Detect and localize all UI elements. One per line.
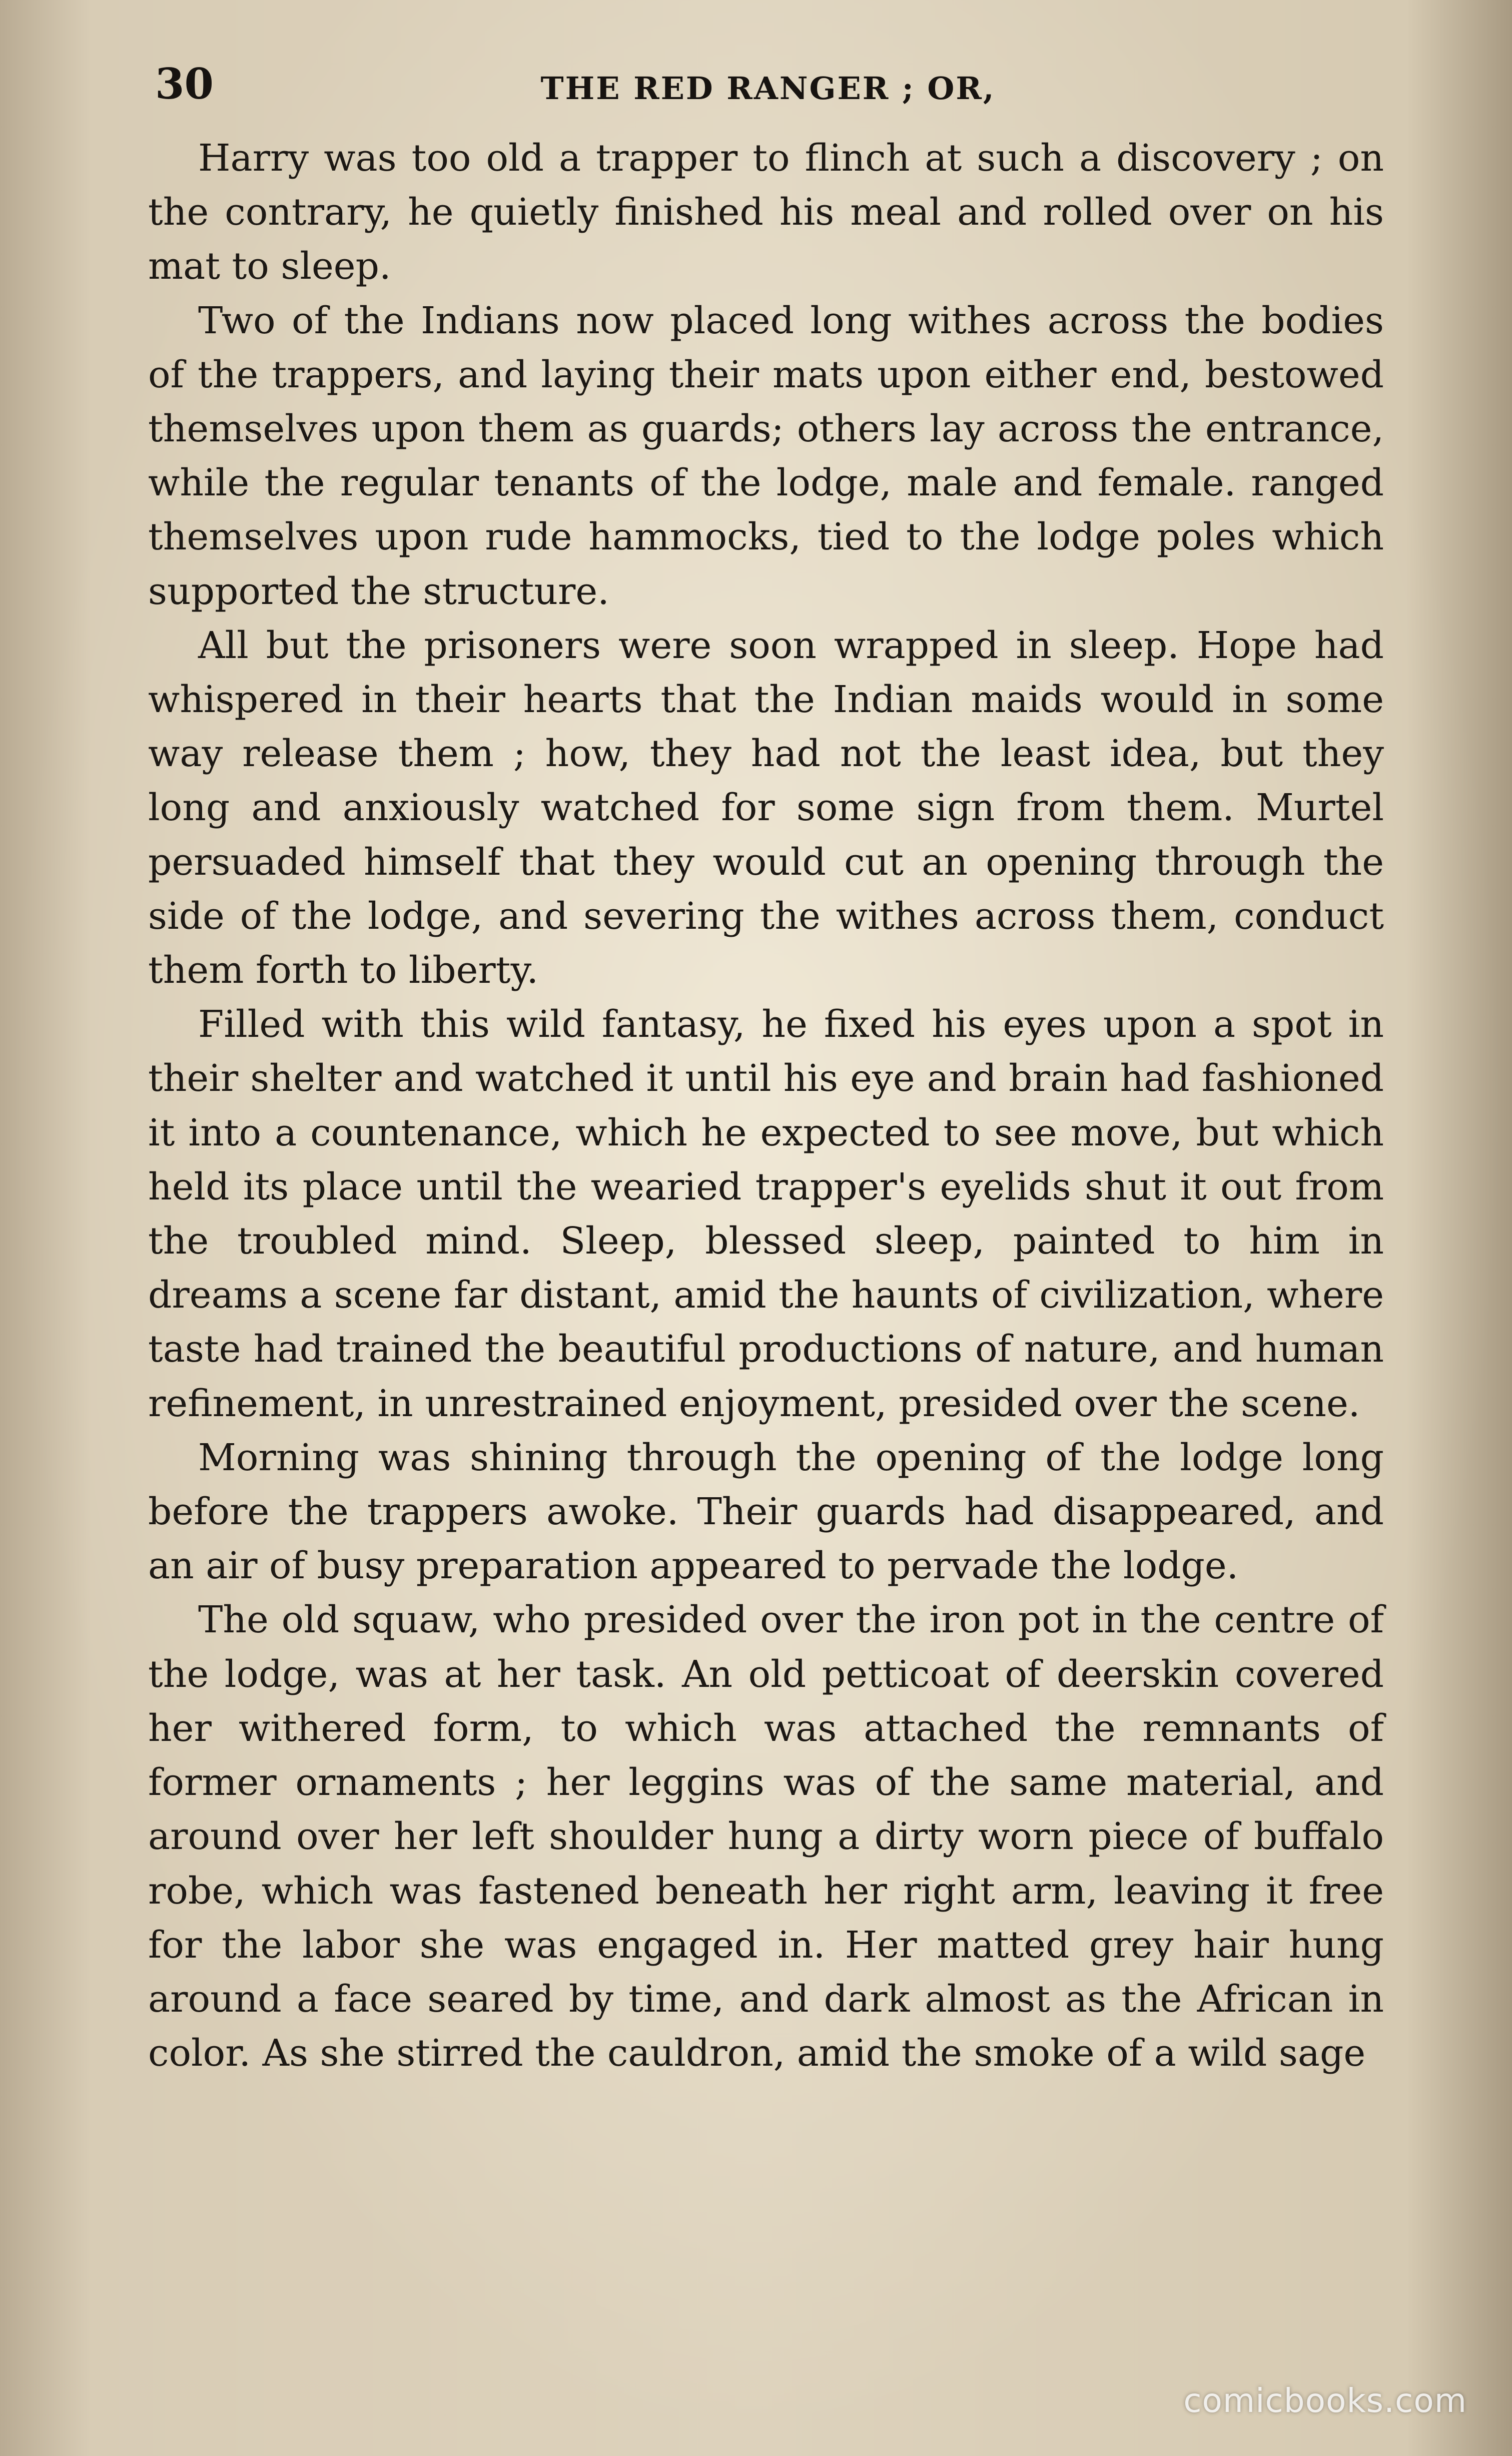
paragraph-1: Harry was too old a trapper to flinch at such a discovery ; on the contrary, he quietly finished his meal and rolled over on his mat to sleep. xyxy=(148,137,1384,288)
paragraph-3: All but the prisoners were soon wrapped in sleep. Hope had whispered in their hearts that the Indian maids would in some way release them ; how, they had not the least idea, but they long and anxiously watched for some sign from them. Murtel persuaded himself that they would cut an opening through the side of the lodge, and severing the withes across them, conduct them forth to liberty. xyxy=(148,624,1384,992)
page-number: 30 xyxy=(155,59,214,109)
running-title: THE RED RANGER ; OR, xyxy=(540,70,996,107)
paragraph-6: The old squaw, who presided over the iron pot in the centre of the lodge, was at her task. An old petticoat of deerskin covered her withered form, to which was attached the remnants of former ornaments ; her leggins was of the same material, and around over her left shoulder hung a dirty worn piece of buffalo robe, which was fastened beneath her right arm, leaving it free for the labor she was engaged in. Her matted grey hair hung around a face seared by time, and dark almost as the African in color. As she stirred the cauldron, amid the smoke of a wild sage xyxy=(148,1598,1384,2075)
paragraph-5: Morning was shining through the opening of the lodge long before the trappers awoke. Their guards had disappeared, and an air of busy preparation appeared to pervade the lodge. xyxy=(148,1436,1384,1588)
watermark: comicbooks.com xyxy=(1183,2381,1467,2420)
running-head xyxy=(145,59,1391,114)
paragraph-4: Filled with this wild fantasy, he fixed his eyes upon a spot in their shelter and watched it until his eye and brain had fashioned it into a countenance, which he expected to see move, but which held its place until the wearied trapper's eyelids shut it out from the troubled mind. Sleep, blessed sleep, painted to him in dreams a scene far distant, amid the haunts of civilization, where taste had trained the beautiful productions of nature, and human refinement, in unrestrained enjoyment, presided over the scene. xyxy=(148,1003,1384,1425)
body-text xyxy=(148,131,1384,2080)
paragraph-2: Two of the Indians now placed long withes across the bodies of the trappers, and laying their mats upon either end, bestowed themselves upon them as guards; others lay across the entrance, while the regular tenants of the lodge, male and female. ranged themselves upon rude hammocks, tied to the lodge poles which supported the structure. xyxy=(148,299,1384,613)
